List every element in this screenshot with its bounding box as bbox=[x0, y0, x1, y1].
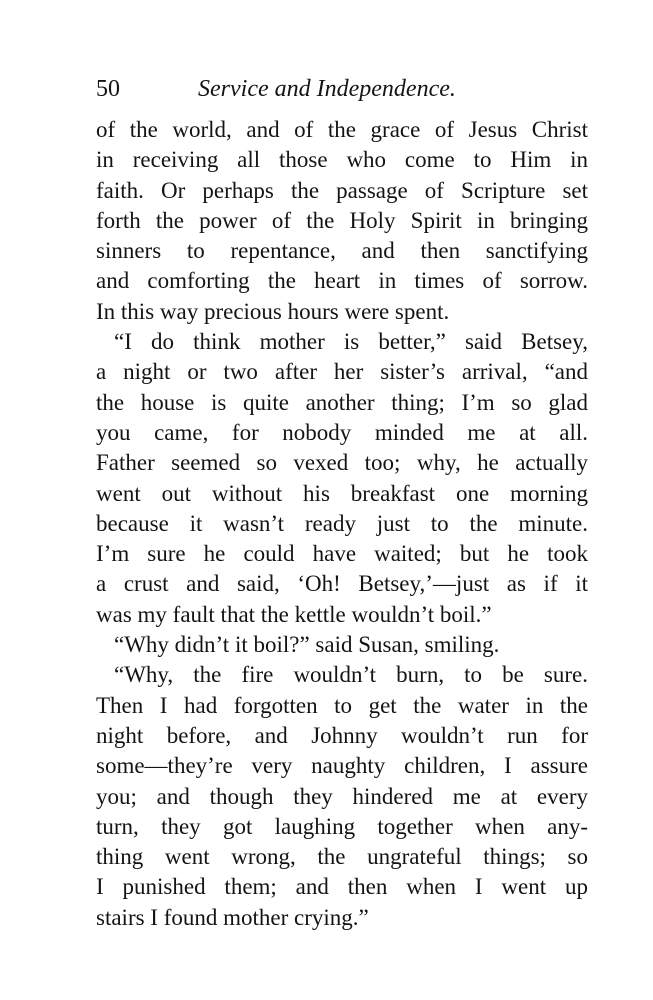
text-line: because it wasn’t ready just to the minute. bbox=[96, 510, 588, 536]
page-header bbox=[96, 72, 588, 106]
text-line: you; and though they hindered me at every bbox=[96, 783, 588, 809]
text-line: turn, they got laughing together when any- bbox=[96, 813, 588, 839]
text-line: faith. Or perhaps the passage of Scripture set bbox=[96, 177, 588, 203]
text-line: thing went wrong, the ungrateful things; so bbox=[96, 844, 588, 870]
text-line: some—they’re very naughty children, I assure bbox=[96, 753, 588, 779]
text-line: of the world, and of the grace of Jesus Christ bbox=[96, 117, 588, 142]
text-line: a crust and said, ‘Oh! Betsey,’—just as if it bbox=[96, 571, 588, 597]
text-line: was my fault that the kettle wouldn’t boil.” bbox=[96, 601, 492, 627]
text-line: a night or two after her sister’s arrival, “and bbox=[96, 359, 588, 385]
text-line: “I do think mother is better,” said Betsey, bbox=[114, 329, 588, 355]
running-title: Service and Independence. bbox=[198, 76, 456, 102]
text-line: forth the power of the Holy Spirit in bringing bbox=[96, 207, 588, 233]
text-line: went out without his breakfast one morning bbox=[96, 480, 588, 506]
text-line: the house is quite another thing; I’m so glad bbox=[96, 389, 588, 415]
text-line: night before, and Johnny wouldn’t run for bbox=[96, 722, 588, 748]
text-line: Father seemed so vexed too; why, he actually bbox=[96, 450, 588, 476]
text-line: “Why, the fire wouldn’t burn, to be sure. bbox=[114, 662, 588, 688]
body-text bbox=[96, 115, 588, 933]
text-line: stairs I found mother crying.” bbox=[96, 904, 369, 930]
text-line: Then I had forgotten to get the water in the bbox=[96, 692, 588, 718]
text-line: and comforting the heart in times of sorrow. bbox=[96, 268, 588, 294]
text-line: I’m sure he could have waited; but he took bbox=[96, 541, 588, 567]
page-number: 50 bbox=[96, 76, 120, 102]
text-line: I punished them; and then when I went up bbox=[96, 874, 588, 900]
text-line: in receiving all those who come to Him in bbox=[96, 147, 588, 173]
text-line: sinners to repentance, and then sanctifying bbox=[96, 238, 588, 264]
text-line: “Why didn’t it boil?” said Susan, smiling. bbox=[114, 632, 500, 658]
text-line: you came, for nobody minded me at all. bbox=[96, 419, 588, 445]
text-line: In this way precious hours were spent. bbox=[96, 298, 450, 324]
